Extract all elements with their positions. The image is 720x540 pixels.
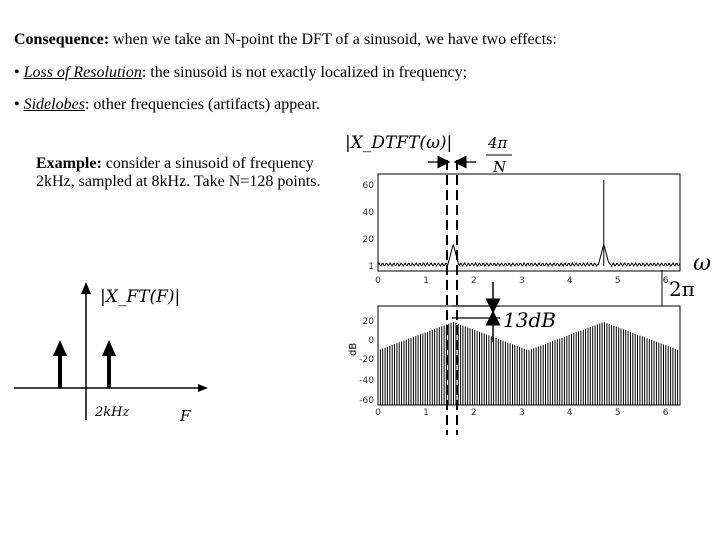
loss-of-resolution-text: : the sinusoid is not exactly localized in frequency;	[141, 64, 468, 81]
bottom-x-tick-label: 0	[375, 408, 381, 418]
ft-y-label: |X_FT(F)|	[100, 287, 181, 307]
bottom-x-ticks	[375, 408, 669, 418]
bottom-y-tick-label: -20	[359, 355, 374, 365]
ft-sketch	[14, 282, 208, 425]
top-plot-frame	[378, 174, 680, 271]
top-x-tick-label: 3	[518, 276, 525, 286]
sidelobe-annotation: 13dB	[503, 308, 556, 332]
bottom-x-tick-label: 1	[423, 408, 429, 418]
example-label: Example:	[36, 155, 102, 172]
bullet-marker: •	[14, 96, 24, 113]
db-axis-label: dB	[348, 342, 359, 356]
top-x-tick-label: 6	[662, 276, 669, 286]
bullet-marker: •	[14, 64, 24, 81]
dtft-y-label: |X_DTFT(ω)|	[345, 133, 453, 153]
example-text: consider a sinusoid of frequency 2kHz, sampled at 8kHz. Take N=128 points.	[36, 155, 321, 190]
omega-label: ω	[693, 251, 711, 276]
top-x-tick-label: 0	[375, 276, 381, 286]
bottom-x-tick-label: 3	[518, 408, 525, 418]
bottom-y-tick-label: 20	[362, 317, 374, 327]
width-annotation-num: 4π	[488, 134, 508, 152]
bottom-y-tick-label: -60	[359, 396, 374, 406]
top-y-tick-label: 1	[368, 262, 374, 272]
two-pi-label: 2π	[669, 277, 695, 301]
ft-tick-label: 2kHz	[95, 405, 130, 420]
loss-of-resolution-term: Loss of Resolution	[23, 64, 142, 81]
sidelobes-text: : other frequencies (artifacts) appear.	[84, 96, 320, 113]
ft-impulse-negative-arrow-icon	[53, 340, 67, 356]
consequence-text: when we take an N-point the DFT of a sinusoid, we have two effects:	[109, 31, 557, 48]
bottom-x-tick-label: 5	[614, 408, 621, 418]
bottom-y-tick-label: -40	[359, 376, 374, 386]
bottom-x-tick-label: 2	[471, 408, 477, 418]
ft-impulse-positive-arrow-icon	[102, 340, 116, 356]
top-x-tick-label: 2	[471, 276, 477, 286]
top-x-ticks	[375, 276, 669, 286]
top-y-tick-label: 20	[362, 235, 374, 245]
width-annotation-den: N	[493, 158, 507, 176]
top-x-tick-label: 1	[423, 276, 429, 286]
top-y-tick-label: 40	[362, 208, 374, 218]
ft-y-axis-arrow-icon	[81, 282, 91, 294]
top-y-tick-label: 60	[362, 181, 374, 191]
bottom-y-ticks	[359, 317, 374, 406]
consequence-label: Consequence:	[14, 31, 110, 48]
ft-x-label: F	[180, 407, 191, 425]
sidelobes-term: Sidelobes	[23, 96, 85, 113]
bottom-y-tick-label: 0	[368, 336, 374, 346]
bottom-x-tick-label: 4	[566, 408, 573, 418]
top-x-tick-label: 5	[614, 276, 621, 286]
ft-x-axis-arrow-icon	[198, 384, 208, 392]
dtft-plots	[345, 133, 711, 435]
top-x-tick-label: 4	[566, 276, 573, 286]
bottom-x-tick-label: 6	[662, 408, 669, 418]
